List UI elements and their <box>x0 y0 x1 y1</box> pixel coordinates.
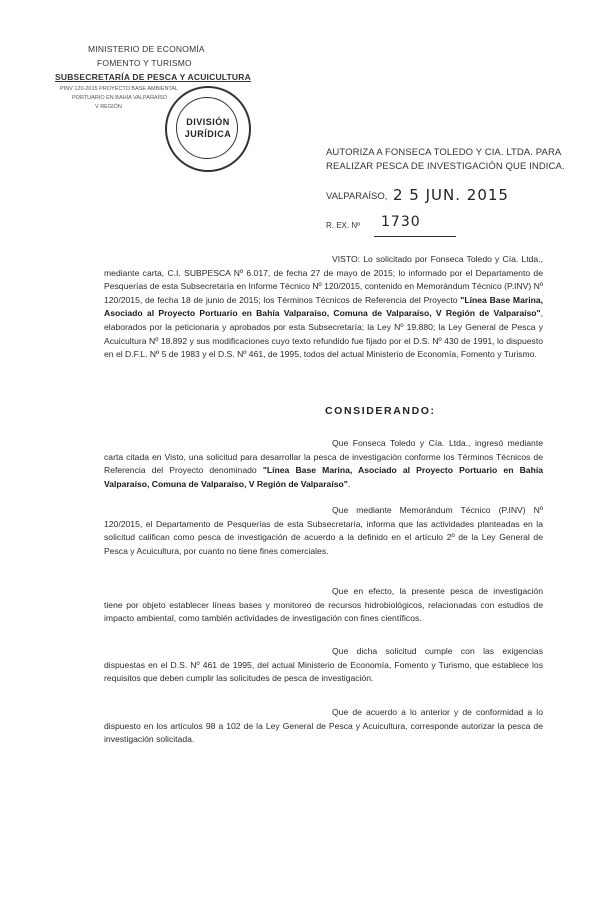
considerando-paragraph-1 <box>104 437 543 491</box>
stamp-line-2: JURÍDICA <box>184 129 232 139</box>
visto-text-2: , elaborados por la peticionaria y aprobados por esta Subsecretaría; la Ley Nº 19.880; la Ley General de Pesca y Acuicultura Nº 18.892 y sus modificaciones cuyo texto refundido fue fijado por el D.S. Nº 430 de 1991, lo dispuesto en el D.F.L. Nº 5 de 1983 y el D.S. Nº 461, de 1995, todos del actual Ministerio de Economía, Fomento y Turismo. <box>104 308 543 360</box>
reference-line-3: V REGIÓN <box>95 104 122 110</box>
considerando-paragraph-3: Que en efecto, la presente pesca de investigación tiene por objeto establecer líneas bases y monitoreo de recursos hidrobiológicos, relacionadas con estudios de impacto ambiental, como también actividades de investigación con fines científicos. <box>104 586 543 624</box>
visto-text-1: Lo solicitado por Fonseca Toledo y Cía. Ltda., mediante carta, C.I. SUBPESCA Nº 6.017, de fecha 27 de mayo de 2015; lo informado por el Departamento de Pesquerías de esta Subsecretaría en Informe Técnico Nº 120/2015, contenido en Memorándum Técnico (P.INV) Nº 120/2015, de fecha 18 de junio de 2015; los Términos Técnicos de Referencia del Proyecto <box>104 254 543 305</box>
considerando-1-text: Que Fonseca Toledo y Cía. Ltda., ingresó mediante carta citada en Visto, una solicitud para desarrollar la pesca de investigación conforme los Términos Técnicos de Referencia del Proyecto denominado <box>104 438 543 476</box>
considerando-paragraph-5: Que de acuerdo a lo anterior y de conformidad a lo dispuesto en los artículos 98 a 102 de la Ley General de Pesca y Acuicultura, corresponde autorizar la pesca de investigación solicitada. <box>104 707 543 745</box>
ministry-name: MINISTERIO DE ECONOMÍA <box>88 44 205 54</box>
considerando-1-end: . <box>347 478 351 489</box>
considerando-paragraph-4: Que dicha solicitud cumple con las exigencias dispuestas en el D.S. Nº 461 de 1995, del actual Ministerio de Economía, Fomento y Turismo, que establece los requisitos que deben cumplir las solicitudes de pesca de investigación. <box>104 646 543 684</box>
visto-project-name: "Línea Base Marina, Asociado al Proyecto Portuario en Bahía Valparaíso, Comuna de Valparaíso, V Región de Valparaíso" <box>104 294 543 319</box>
visto-paragraph <box>104 253 543 362</box>
considerando-heading: CONSIDERANDO: <box>325 405 436 417</box>
reference-line-1: PINV 120-2015 PROYECTO BASE AMBIENTAL <box>60 86 179 92</box>
juridical-division-stamp <box>165 86 251 172</box>
subject-line-2: REALIZAR PESCA DE INVESTIGACIÓN QUE INDICA. <box>326 161 565 172</box>
considerando-1-project-name: "Línea Base Marina, Asociado al Proyecto Portuario en Bahía Valparaíso, Comuna de Valparaíso, V Región de Valparaíso" <box>104 465 544 489</box>
subject-line-1: AUTORIZA A FONSECA TOLEDO Y CIA. LTDA. PARA <box>326 147 562 158</box>
resolution-date: 2 5 JUN. 2015 <box>393 186 509 204</box>
undersecretariat-name: SUBSECRETARÍA DE PESCA Y ACUICULTURA <box>55 72 251 82</box>
stamp-line-1: DIVISIÓN <box>186 117 230 127</box>
stamp-inner-ring <box>176 97 238 159</box>
resolution-number-label: R. EX. Nº <box>326 221 361 230</box>
city: VALPARAÍSO, <box>326 191 388 202</box>
reference-line-2: PORTUARIO EN BAHÍA VALPARAÍSO <box>72 95 168 101</box>
resolution-number: 1730 <box>381 214 421 230</box>
visto-label: VISTO: <box>332 254 361 264</box>
considerando-paragraph-2: Que mediante Memorándum Técnico (P.INV) Nº 120/2015, el Departamento de Pesquerías de esta Subsecretaría, informa que las actividades planteadas en la solicitud califican como pesca de investigación de acuerdo a la definido en el artículo 2º de la Ley General de Pesca y Acuicultura, por cuanto no tiene fines comerciales. <box>104 505 543 556</box>
ministry-subtitle: FOMENTO Y TURISMO <box>97 58 192 68</box>
